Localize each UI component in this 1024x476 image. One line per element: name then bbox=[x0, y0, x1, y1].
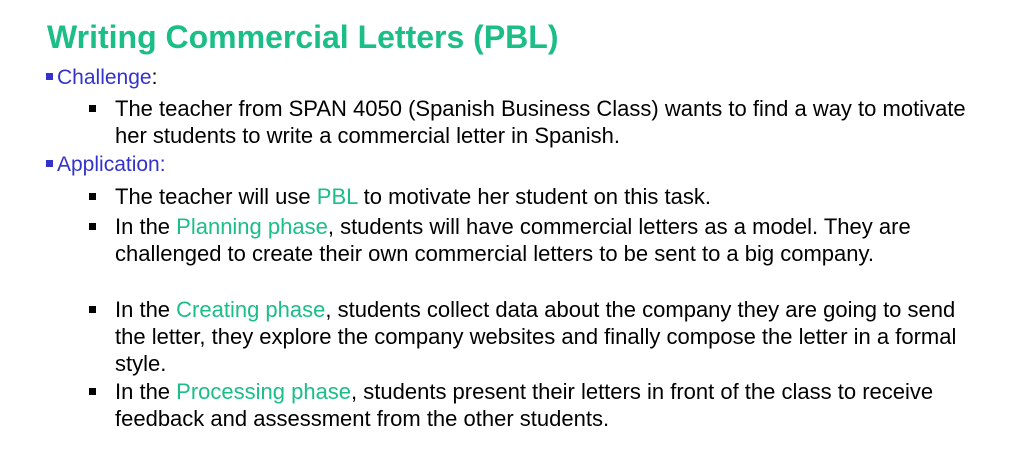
section-heading-colon: : bbox=[151, 66, 158, 89]
bullet-text-pre: In the bbox=[115, 297, 177, 322]
bullet-highlight: Processing phase bbox=[176, 379, 352, 404]
bullet-text-pre: In the bbox=[115, 214, 177, 239]
square-bullet-icon bbox=[89, 388, 96, 395]
square-bullet-icon bbox=[46, 160, 53, 167]
bullet-highlight: PBL bbox=[316, 184, 358, 209]
bullet-highlight: Planning phase bbox=[176, 214, 328, 239]
section-heading-challenge: Challenge bbox=[57, 66, 152, 89]
section-heading-application: Application: bbox=[57, 153, 166, 176]
bullet-item-challenge bbox=[115, 95, 975, 149]
bullet-item-creating bbox=[115, 296, 975, 377]
bullet-text-post: , students collect data about the company they are going to send the letter, they explore the company websites and finally compose the letter in a formal style. bbox=[115, 297, 957, 376]
square-bullet-icon bbox=[89, 105, 96, 112]
bullet-text-post: , students will have commercial letters as a model. They are challenged to create their own commercial letters to be sent to a big company. bbox=[115, 214, 911, 266]
slide-title: Writing Commercial Letters (PBL) bbox=[47, 19, 559, 55]
bullet-text-pre: In the bbox=[115, 379, 177, 404]
square-bullet-icon bbox=[89, 193, 96, 200]
bullet-highlight: Creating phase bbox=[176, 297, 326, 322]
bullet-item-processing bbox=[115, 378, 975, 432]
square-bullet-icon bbox=[89, 306, 96, 313]
square-bullet-icon bbox=[46, 73, 53, 80]
bullet-text: The teacher from SPAN 4050 (Spanish Business Class) wants to find a way to motivate her students to write a commercial letter in Spanish. bbox=[115, 96, 966, 148]
bullet-item-planning bbox=[115, 213, 975, 267]
bullet-text-pre: The teacher will use bbox=[115, 184, 317, 209]
square-bullet-icon bbox=[89, 223, 96, 230]
bullet-text-post: to motivate her student on this task. bbox=[357, 184, 711, 209]
section-challenge bbox=[46, 65, 157, 91]
bullet-text-post: , students present their letters in front of the class to receive feedback and assessment from the other students. bbox=[115, 379, 934, 431]
bullet-item-pbl bbox=[115, 183, 975, 210]
section-application bbox=[46, 152, 166, 178]
